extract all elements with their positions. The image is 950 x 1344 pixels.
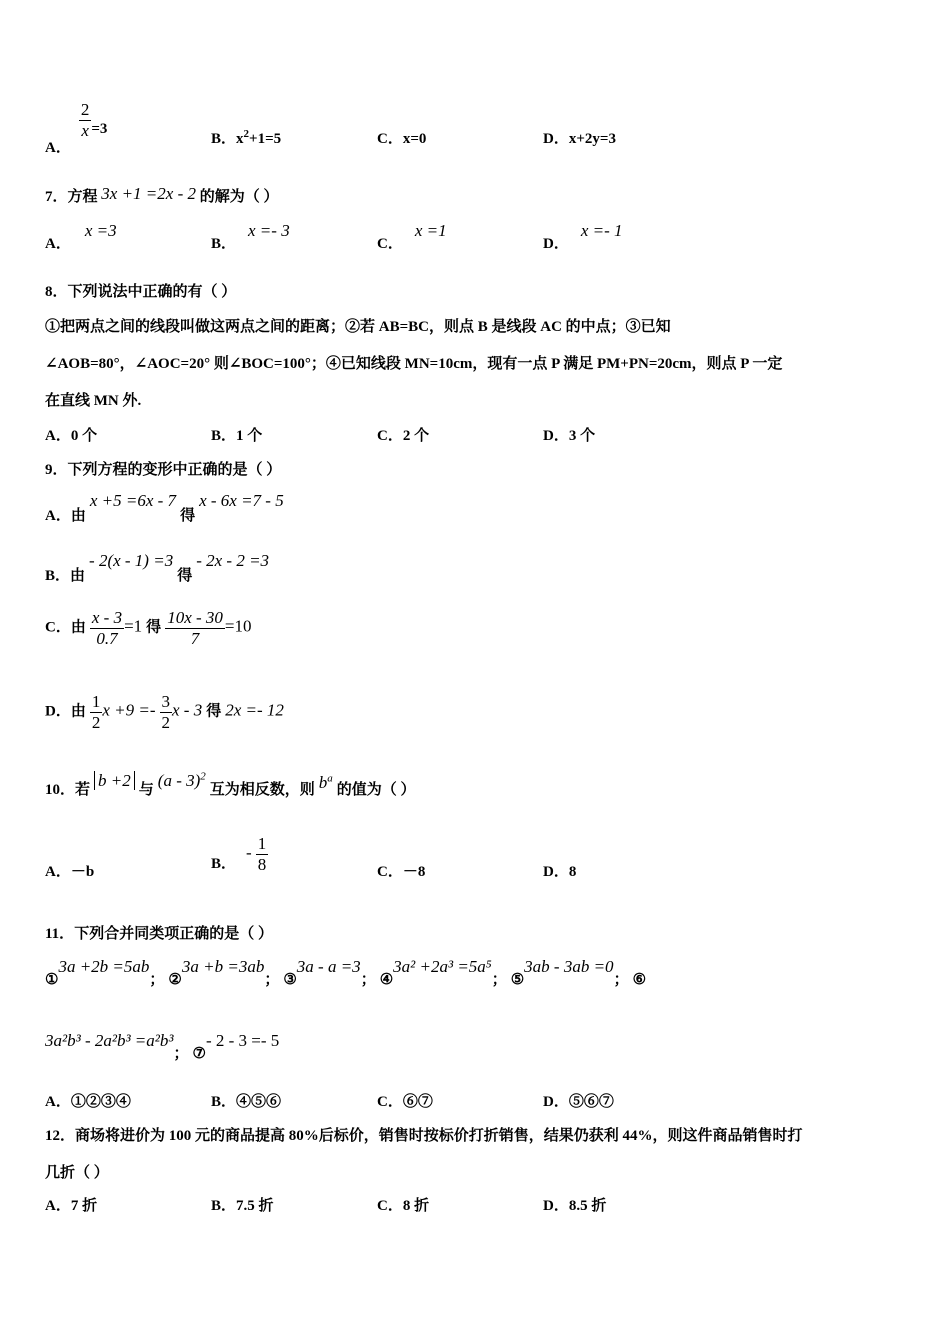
q11-stem xyxy=(45,922,273,943)
fraction-denominator: 8 xyxy=(257,854,267,874)
q11-option-c xyxy=(377,1090,433,1111)
item-expression: 3ab - 3ab =0 xyxy=(524,957,614,976)
item-mark: ⑦ xyxy=(192,1046,206,1062)
option-letter: D． xyxy=(45,703,71,720)
q8-statement-line-2: ∠AOB=80°，∠AOC=20° 则∠BOC=100°；④已知线段 MN=10cm，现有一点 P 满足 PM+PN=20cm，则点 P 一定 xyxy=(45,356,783,372)
option-text: 7.5 折 xyxy=(236,1198,274,1214)
option-value: x =- 1 xyxy=(580,221,623,240)
q8-option-d xyxy=(543,424,595,445)
item-expression: 3a² +2a³ =5a⁵ xyxy=(393,957,492,976)
word-de: 得 xyxy=(180,508,196,524)
question-text: 方程 xyxy=(67,189,98,205)
option-letter: A． xyxy=(45,139,71,156)
option-letter: D． xyxy=(543,236,569,252)
option-letter: B． xyxy=(211,236,237,252)
option-letter: A． xyxy=(45,428,71,444)
option-letter: C． xyxy=(377,1094,403,1110)
word-de: 得 xyxy=(177,568,193,584)
option-letter: A． xyxy=(45,864,71,880)
q8-stem xyxy=(45,280,236,301)
q8-option-a xyxy=(45,424,97,445)
q11-option-d xyxy=(543,1090,614,1111)
q10-option-a xyxy=(45,860,94,881)
option-letter: B． xyxy=(211,1198,237,1214)
fraction-numerator: x - 3 xyxy=(91,608,123,627)
item-separator: ； xyxy=(173,1046,189,1062)
q12-stem-line-2: 几折（ ） xyxy=(45,1165,109,1181)
option-letter: A． xyxy=(45,236,71,252)
item-expression: 3a +2b =5ab xyxy=(58,957,150,976)
option-text: x+2y=3 xyxy=(568,131,616,147)
fraction xyxy=(256,834,269,874)
option-text: x=0 xyxy=(402,131,427,147)
q11-items-line-2 xyxy=(45,1030,280,1062)
question-text: 互为相反数，则 xyxy=(209,782,315,798)
fraction-denominator: x xyxy=(81,120,89,140)
option-letter: B． xyxy=(211,1094,237,1110)
equation-from: x +5 =6x - 7 xyxy=(89,491,177,510)
option-text: 2 个 xyxy=(402,428,430,444)
q9-option-b xyxy=(45,550,270,584)
q9-stem xyxy=(45,458,281,479)
option-text-exponent: 2 xyxy=(243,128,250,140)
question-text: 下列合并同类项正确的是（ ） xyxy=(74,926,273,942)
power-expression xyxy=(319,773,333,792)
option-letter: A． xyxy=(45,1094,71,1110)
fraction-denominator: 2 xyxy=(161,712,171,732)
q7-option-c xyxy=(377,220,447,252)
q6-option-d xyxy=(543,127,616,148)
option-letter: A． xyxy=(45,1198,71,1214)
word-you: 由 xyxy=(70,703,86,720)
q7-option-a xyxy=(45,220,117,252)
option-letter: D． xyxy=(543,1198,569,1214)
fraction xyxy=(90,608,124,648)
option-value: x =1 xyxy=(414,221,447,240)
option-text-base: x xyxy=(236,131,244,147)
q7-option-b xyxy=(211,220,290,252)
option-letter: D． xyxy=(543,131,569,147)
option-letter: C． xyxy=(377,864,403,880)
fraction-numerator: 3 xyxy=(161,692,171,711)
option-letter: B． xyxy=(211,428,237,444)
item-mark: ④ xyxy=(379,972,394,988)
item-mark: ③ xyxy=(283,972,297,988)
q7-option-d xyxy=(543,220,623,252)
option-letter: C． xyxy=(377,131,403,147)
item-mark: ⑤ xyxy=(510,972,525,988)
equation-to: 2x =- 12 xyxy=(225,700,284,720)
equation: 3x +1 =2x - 2 xyxy=(101,184,196,203)
item-separator: ； xyxy=(360,972,376,988)
option-text: =3 xyxy=(91,120,108,137)
word-you: 由 xyxy=(70,568,86,584)
equation-to: x - 6x =7 - 5 xyxy=(199,491,284,510)
equation-to: - 2x - 2 =3 xyxy=(196,551,270,570)
q12-option-b xyxy=(211,1194,274,1215)
q7-stem xyxy=(45,185,279,206)
option-letter: D． xyxy=(543,428,569,444)
q6-option-a xyxy=(45,100,108,156)
option-letter: C． xyxy=(377,1198,403,1214)
fraction-numerator: 1 xyxy=(257,834,267,853)
question-number: 8． xyxy=(45,284,68,300)
squared-exponent: 2 xyxy=(200,770,206,783)
q9-option-a xyxy=(45,490,284,524)
q11-option-b xyxy=(211,1090,281,1111)
question-text: 的解为（ ） xyxy=(199,189,279,205)
q9-option-c xyxy=(45,608,252,648)
option-letter: B． xyxy=(211,131,237,147)
item-separator: ； xyxy=(264,972,280,988)
item-expression: 3a²b³ - 2a²b³ =a²b³ xyxy=(45,1031,174,1050)
fraction-denominator: 7 xyxy=(190,628,200,648)
word-de: 得 xyxy=(206,703,222,720)
q10-stem xyxy=(45,770,416,799)
item-expression: - 2 - 3 =- 5 xyxy=(205,1031,280,1050)
option-letter: C． xyxy=(377,236,403,252)
option-letter: D． xyxy=(543,1094,569,1110)
item-mark: ① xyxy=(45,972,59,988)
option-letter: B． xyxy=(211,855,237,872)
equation-rest: =10 xyxy=(224,616,252,636)
question-number: 10． xyxy=(45,782,76,798)
option-letter: C． xyxy=(45,619,71,636)
option-text: 1 个 xyxy=(236,428,263,444)
item-separator: ； xyxy=(149,972,165,988)
word-you: 由 xyxy=(70,619,86,636)
minus-sign: - xyxy=(246,842,252,862)
q8-option-c xyxy=(377,424,429,445)
option-text: ④⑤⑥ xyxy=(236,1094,282,1110)
option-text: 8 xyxy=(568,864,577,880)
item-mark: ⑥ xyxy=(632,972,647,988)
question-text: 商场将进价为 100 元的商品提高 80%后标价，销售时按标价打折销售，结果仍获利 44%，则这件商品销售时打 xyxy=(75,1128,803,1144)
word-yu: 与 xyxy=(138,782,154,798)
item-separator: ； xyxy=(613,972,629,988)
squared-expression xyxy=(158,771,206,790)
q11-option-a xyxy=(45,1090,131,1111)
q6-option-b xyxy=(211,127,281,148)
option-text: 7 折 xyxy=(70,1198,98,1214)
option-text: 8.5 折 xyxy=(568,1198,607,1214)
option-text: ⑥⑦ xyxy=(402,1094,433,1110)
option-text: －b xyxy=(70,864,95,880)
fraction xyxy=(79,100,92,140)
fraction-numerator: 1 xyxy=(91,692,101,711)
equation-rest: =1 xyxy=(124,616,143,636)
option-letter: D． xyxy=(543,864,569,880)
power-base: b xyxy=(318,773,328,792)
word-ruo: 若 xyxy=(75,782,91,798)
item-mark: ② xyxy=(168,972,182,988)
question-text: 的值为（ ） xyxy=(336,782,416,798)
q8-option-b xyxy=(211,424,262,445)
fraction-numerator: 2 xyxy=(80,100,90,119)
option-letter: C． xyxy=(377,428,403,444)
fraction xyxy=(160,692,173,732)
q10-option-c xyxy=(377,860,425,881)
equation-from: - 2(x - 1) =3 xyxy=(89,551,174,570)
option-letter: A． xyxy=(45,508,71,524)
option-value: x =- 3 xyxy=(248,221,290,240)
question-number: 12． xyxy=(45,1128,76,1144)
word-de: 得 xyxy=(146,619,162,636)
q9-option-d xyxy=(45,692,284,732)
q6-option-c xyxy=(377,127,426,148)
absolute-value-expression: b +2 xyxy=(94,771,135,790)
equation-tail: x - 3 xyxy=(172,700,203,720)
question-text: 下列方程的变形中正确的是（ ） xyxy=(67,462,282,478)
q12-stem-line-1 xyxy=(45,1124,803,1145)
q8-statement-line-1: ①把两点之间的线段叫做这两点之间的距离；②若 AB=BC，则点 B 是线段 AC 的中点；③已知 xyxy=(45,319,671,335)
option-text: ①②③④ xyxy=(70,1094,131,1110)
option-text: 3 个 xyxy=(568,428,596,444)
q8-statement-line-3: 在直线 MN 外. xyxy=(45,393,142,409)
option-text: －8 xyxy=(402,864,426,880)
question-text: 下列说法中正确的有（ ） xyxy=(67,284,237,300)
q12-option-a xyxy=(45,1194,97,1215)
item-separator: ； xyxy=(491,972,507,988)
option-text: 0 个 xyxy=(70,428,98,444)
fraction-denominator: 0.7 xyxy=(96,628,118,648)
squared-base: (a - 3) xyxy=(157,771,201,790)
option-text: ⑤⑥⑦ xyxy=(568,1094,614,1110)
question-number: 7． xyxy=(45,189,68,205)
q10-option-b xyxy=(211,834,267,874)
option-text-rest: +1=5 xyxy=(249,131,282,147)
fraction-denominator: 2 xyxy=(91,712,101,732)
fraction xyxy=(165,608,225,648)
power-exponent: a xyxy=(327,772,333,785)
option-letter: B． xyxy=(45,568,71,584)
q11-items-line-1 xyxy=(45,956,647,988)
fraction-numerator: 10x - 30 xyxy=(167,608,223,627)
option-value: x =3 xyxy=(84,221,117,240)
item-expression: 3a - a =3 xyxy=(296,957,361,976)
word-you: 由 xyxy=(70,508,86,524)
question-number: 11． xyxy=(45,926,75,942)
item-expression: 3a +b =3ab xyxy=(181,957,265,976)
option-text: 8 折 xyxy=(402,1198,430,1214)
question-number: 9． xyxy=(45,462,68,478)
fraction xyxy=(90,692,103,732)
q12-option-c xyxy=(377,1194,429,1215)
q12-option-d xyxy=(543,1194,606,1215)
q10-option-d xyxy=(543,860,576,881)
equation-mid: x +9 =- xyxy=(102,700,156,720)
